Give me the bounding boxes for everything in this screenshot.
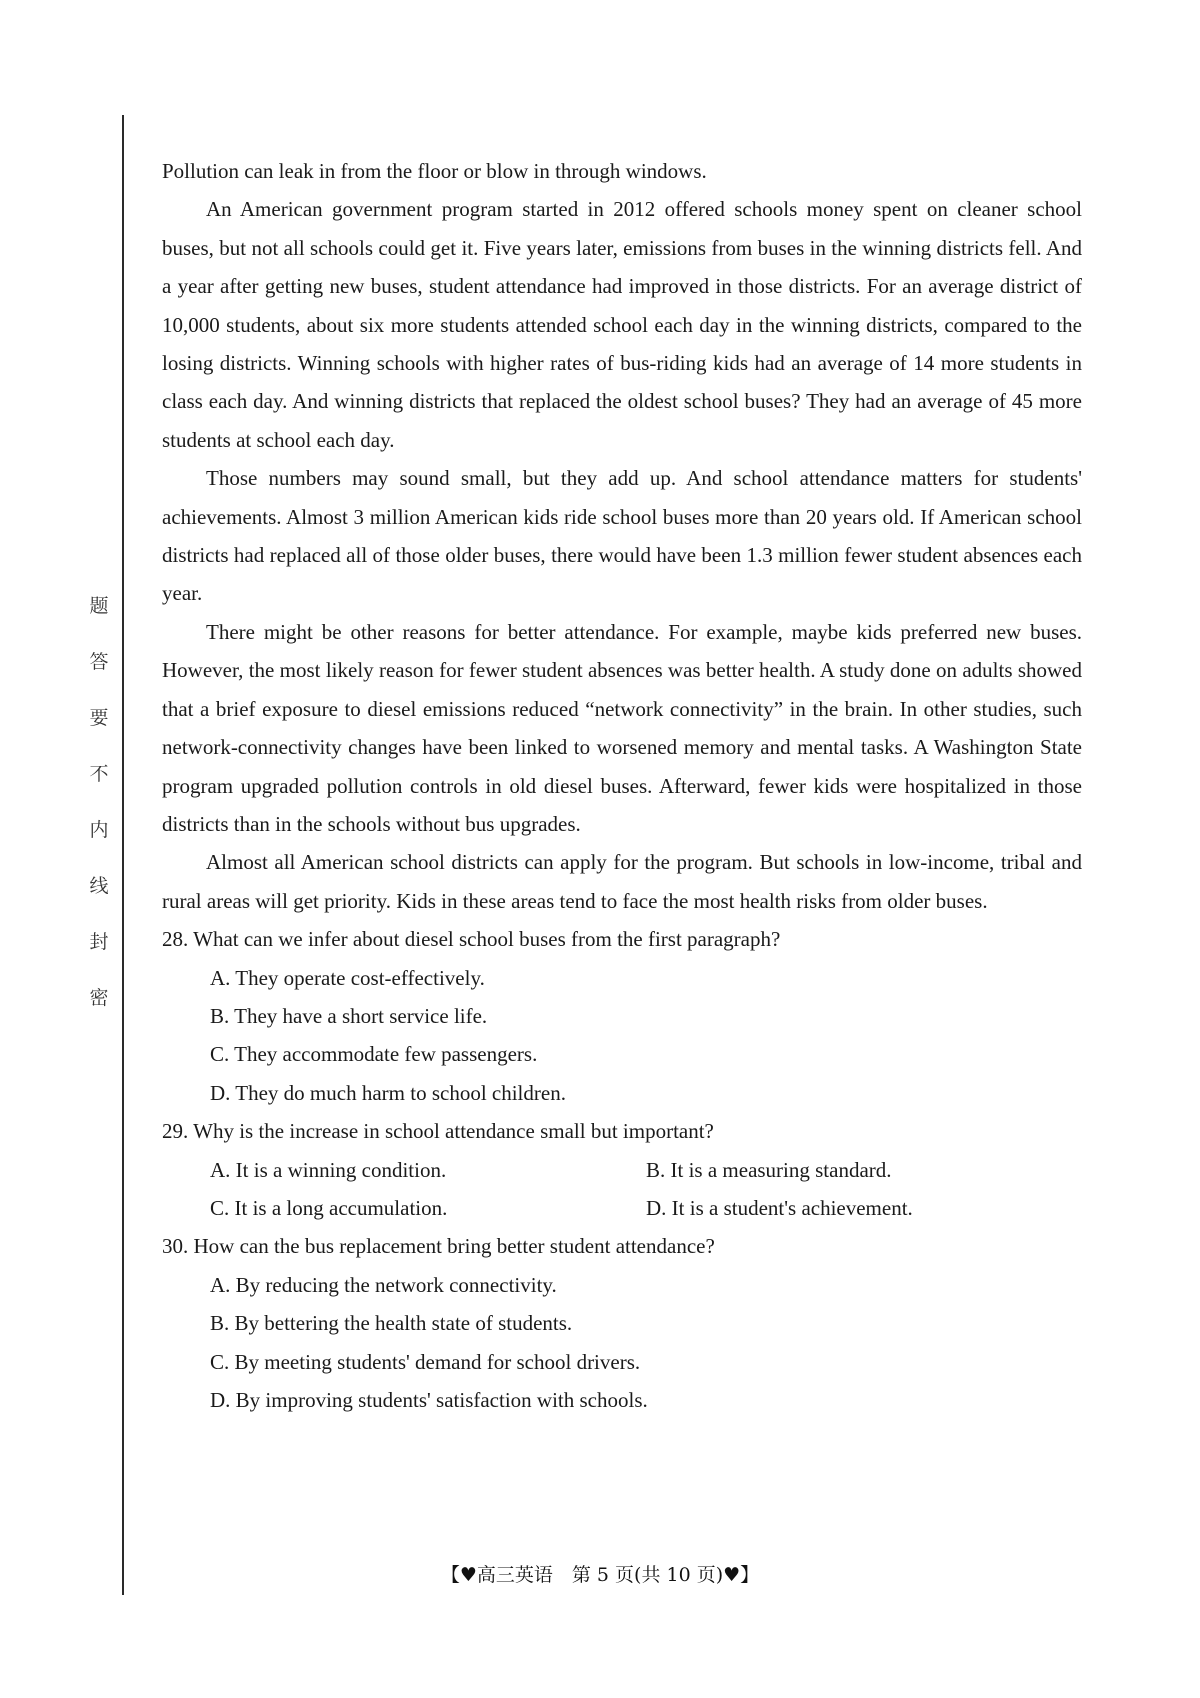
option-d[interactable]: D. It is a student's achievement. xyxy=(646,1195,913,1220)
option-c[interactable]: C. They accommodate few passengers. xyxy=(210,1042,538,1067)
exam-content xyxy=(162,152,1082,1419)
binding-char: 不 xyxy=(89,763,109,785)
binding-char: 线 xyxy=(89,875,109,897)
question-28 xyxy=(162,920,1082,1112)
passage-paragraph: Pollution can leak in from the floor or blow in through windows. xyxy=(162,159,707,183)
option-c[interactable]: C. By meeting students' demand for school drivers. xyxy=(210,1349,641,1374)
option-row xyxy=(162,1151,1082,1189)
option-a[interactable]: A. By reducing the network connectivity. xyxy=(210,1272,557,1297)
option-b[interactable]: B. They have a short service life. xyxy=(210,1003,488,1028)
question-30 xyxy=(162,1227,1082,1419)
option-b[interactable]: B. It is a measuring standard. xyxy=(646,1157,892,1182)
binding-margin-text xyxy=(84,578,114,1026)
footer-bracket-open: 【 xyxy=(440,1564,460,1586)
heart-icon: ♥ xyxy=(723,1564,741,1586)
binding-char: 内 xyxy=(89,819,109,841)
option-a[interactable]: A. They operate cost-effectively. xyxy=(210,965,485,990)
binding-char: 封 xyxy=(89,931,109,953)
binding-char: 答 xyxy=(89,651,109,673)
page-footer xyxy=(0,1560,1200,1587)
option-row xyxy=(162,1189,1082,1227)
option-d[interactable]: D. They do much harm to school children. xyxy=(210,1080,566,1105)
option-b[interactable]: B. By bettering the health state of students. xyxy=(210,1311,573,1336)
question-stem: 30. How can the bus replacement bring better student attendance? xyxy=(162,1234,715,1259)
passage-paragraph: Those numbers may sound small, but they add up. And school attendance matters for students' achievements. Almost 3 million American kids ride school buses more than 20 years old. If American school districts had replaced all of those older buses, there would have been 1.3 million fewer student absences each year. xyxy=(162,466,1082,606)
question-stem: 28. What can we infer about diesel school buses from the first paragraph? xyxy=(162,927,781,952)
heart-icon: ♥ xyxy=(459,1564,477,1586)
footer-label: 高三英语 第 5 页(共 10 页) xyxy=(476,1564,724,1586)
question-stem: 29. Why is the increase in school attendance small but important? xyxy=(162,1119,714,1144)
passage-paragraph: Almost all American school districts can apply for the program. But schools in low-income, tribal and rural areas will get priority. Kids in these areas tend to face the most health risks from older buses. xyxy=(162,850,1082,913)
passage-paragraph: There might be other reasons for better attendance. For example, maybe kids preferred new buses. However, the most likely reason for fewer student absences was better health. A study done on adults showed that a brief exposure to diesel emissions reduced “network connectivity” in the brain. In other studies, such network-connectivity changes have been linked to worsened memory and mental tasks. A Washington State program upgraded pollution controls in old diesel buses. Afterward, fewer kids were hospitalized in those districts than in the schools without bus upgrades. xyxy=(162,619,1082,836)
option-d[interactable]: D. By improving students' satisfaction with schools. xyxy=(210,1388,648,1412)
binding-char: 题 xyxy=(89,595,109,617)
option-c[interactable]: C. It is a long accumulation. xyxy=(210,1195,448,1220)
binding-margin-line xyxy=(122,115,124,1595)
binding-char: 要 xyxy=(89,707,109,729)
question-29 xyxy=(162,1112,1082,1227)
option-a[interactable]: A. It is a winning condition. xyxy=(210,1157,447,1182)
binding-char: 密 xyxy=(89,987,109,1009)
passage-paragraph: An American government program started in 2012 offered schools money spent on cleaner school buses, but not all schools could get it. Five years later, emissions from buses in the winning districts fell. And a year after getting new buses, student attendance had improved in those districts. For an average district of 10,000 students, about six more students attended school each day in the winning districts, compared to the losing districts. Winning schools with higher rates of bus-riding kids had an average of 14 more students in class each day. And winning districts that replaced the oldest school buses? They had an average of 45 more students at school each day. xyxy=(162,197,1082,452)
footer-bracket-close: 】 xyxy=(740,1564,760,1586)
